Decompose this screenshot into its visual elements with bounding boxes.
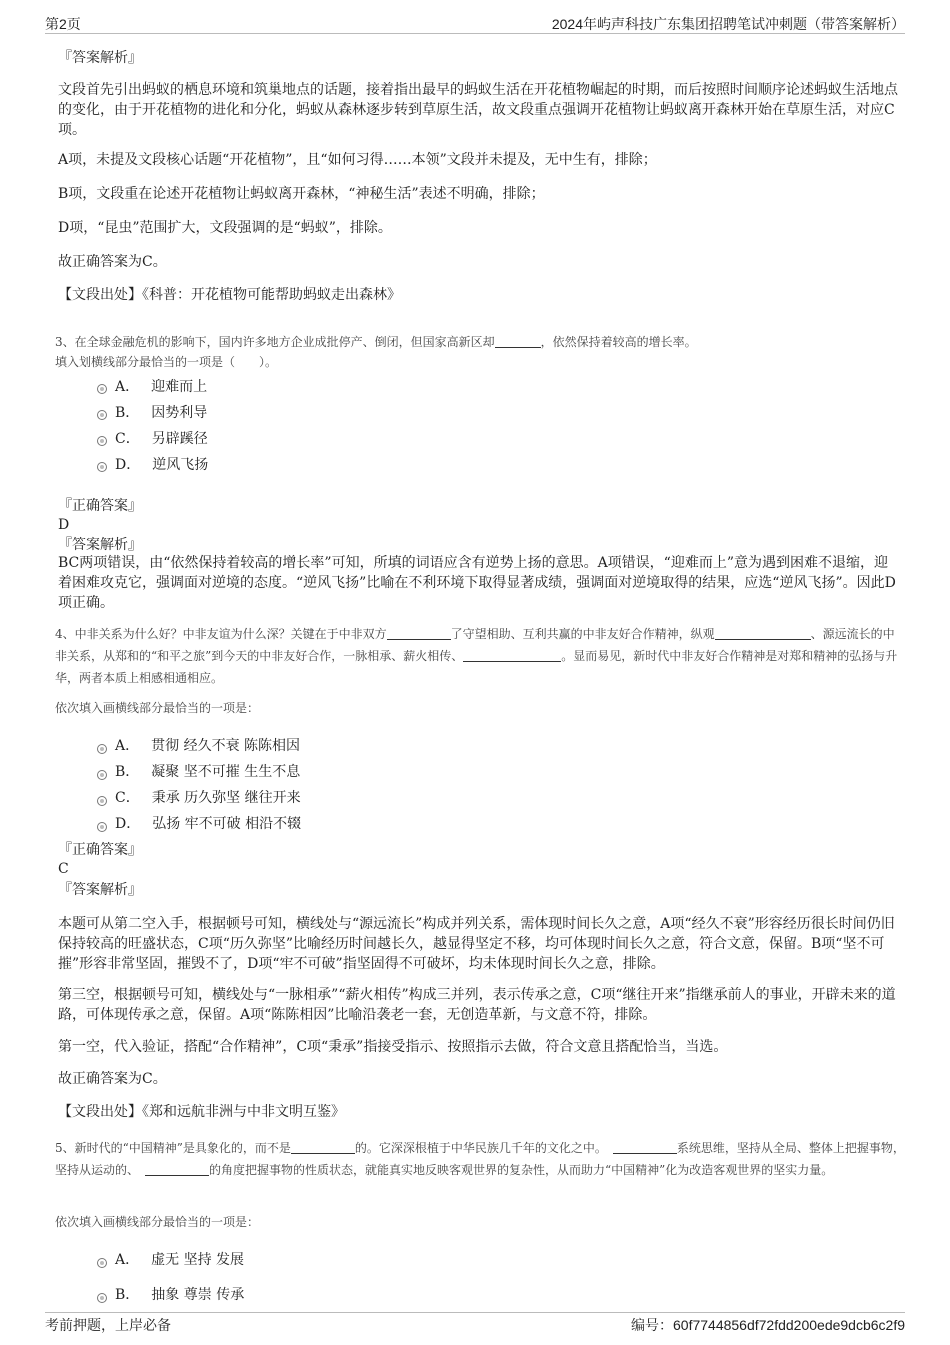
document-title: 2024年屿声科技广东集团招聘笔试冲刺题（带答案解析） [551,16,905,32]
q2-analysis-label: 『答案解析』 [58,50,142,66]
q4-option-c-letter: C． [115,790,140,806]
q3-option-b-radio[interactable] [97,410,107,420]
q4-stem [55,623,905,689]
q4-stem-part3: 、源远流长的中非关系，从郑和的“和平之旅”到今天的中非友好合作，一脉相承、薪火相传、 [55,627,895,663]
q2-analysis-para: 文段首先引出蚂蚁的栖息环境和筑巢地点的话题，接着指出最早的蚂蚁生活在开花植物崛起的时期，而后按照时间顺序论述蚂蚁生活地点的变化，由于开花植物的进化和分化，蚂蚁从森林逐步转到草原生活，故文段重点强调开花植物让蚂蚁离开森林开始在草原生活，对应C项。 [58,82,898,138]
q5-option-b-radio[interactable] [97,1293,107,1303]
q4-option-b-radio[interactable] [97,770,107,780]
q4-option-c[interactable] [115,787,301,807]
q3-analysis-label: 『答案解析』 [58,537,142,553]
q4-option-a-letter: A． [115,738,140,754]
q2-conclusion: 故正确答案为C。 [58,254,167,270]
q5-option-a-letter: A． [115,1252,140,1268]
q4-stem-part1: 4、中非关系为什么好？中非友谊为什么深？关键在于中非双方 [55,627,387,641]
q5-prompt: 依次填入画横线部分最恰当的一项是： [55,1215,260,1229]
q4-stem-part2: 了守望相助、互利共赢的中非友好合作精神，纵观 [450,627,715,641]
q5-option-a-radio[interactable] [97,1258,107,1268]
document-id: 编号：60f7744856df72fdd200ede9dcb6c2f9 [631,1317,905,1333]
q3-option-d-text: 逆风飞扬 [152,457,209,473]
q4-option-a[interactable] [115,735,300,755]
q3-prompt: 填入划横线部分最恰当的一项是（ ）。 [55,355,278,369]
footer-slogan: 考前押题，上岸必备 [45,1317,171,1333]
q4-conclusion: 故正确答案为C。 [58,1071,167,1087]
q3-option-c-letter: C． [115,431,140,447]
q4-analysis-para1: 本题可从第二空入手，根据顿号可知，横线处与“源远流长”构成并列关系，需体现时间长久之意，A项“经久不衰”形容经历很长时间仍旧保持较高的旺盛状态，C项“历久弥坚”比喻经历时间越长久，越显得坚定不移，均可体现时间长久之意，符合文意，保留。B项“坚不可摧”形容非常坚固，摧毁不了，D项“牢不可破”指坚固得不可破坏，均未体现时间长久之意，排除。 [58,916,895,972]
q2-option-d-analysis: D项，“昆虫”范围扩大，文段强调的是“蚂蚁”，排除。 [58,220,392,236]
q4-source: 【文段出处】《郑和远航非洲与中非文明互鉴》 [58,1104,345,1120]
q4-option-d-letter: D． [115,816,141,832]
q5-option-b[interactable] [115,1284,244,1304]
q4-option-b-text: 凝聚 坚不可摧 生生不息 [151,764,301,780]
q4-blank-3 [463,647,561,662]
q4-option-a-text: 贯彻 经久不衰 陈陈相因 [151,738,301,754]
q3-option-a-radio[interactable] [97,384,107,394]
q4-option-b-letter: B． [115,764,140,780]
q3-option-c[interactable] [115,428,208,448]
q5-stem-part2: 的。它深深根植于中华民族几千年的文化之中。 [354,1141,607,1155]
q5-stem-part3: 系统思维，坚持从全局、整体上把握事物，坚持从运动的、 [55,1141,905,1177]
q4-option-d-text: 弘扬 牢不可破 相沿不辍 [152,816,302,832]
q5-stem [55,1137,905,1181]
q3-stem-part2: ，依然保持着较高的增长率。 [540,335,697,349]
q3-option-d-radio[interactable] [97,462,107,472]
footer-rule [45,1312,905,1313]
q3-option-a-letter: A． [115,379,140,395]
q4-blank-2 [715,625,811,640]
page-number: 第2页 [45,16,81,32]
q4-analysis-para2: 第三空，根据顿号可知，横线处与“一脉相承”“薪火相传”构成三并列，表示传承之意，C项“继往开来”指继承前人的事业，开辟未来的道路，可体现传承之意，保留。A项“陈陈相因”比喻沿袭老一套，无创造革新，与文意不符，排除。 [58,987,896,1023]
q2-source: 【文段出处】《科普：开花植物可能帮助蚂蚁走出森林》 [58,287,401,303]
q4-option-c-text: 秉承 历久弥坚 继往开来 [151,790,301,806]
q3-option-b[interactable] [115,402,207,422]
q5-option-a[interactable] [115,1249,244,1269]
q3-option-d[interactable] [115,454,208,474]
q3-option-b-letter: B． [115,405,140,421]
q3-option-c-text: 另辟蹊径 [151,431,208,447]
q4-option-a-radio[interactable] [97,744,107,754]
q4-option-d-radio[interactable] [97,822,107,832]
q4-analysis-para3: 第一空，代入验证，搭配“合作精神”，C项“秉承”指接受指示、按照指示去做，符合文意且搭配恰当，当选。 [58,1039,728,1055]
q3-analysis: BC两项错误，由“依然保持着较高的增长率”可知，所填的词语应含有逆势上扬的意思。A项错误，“迎难而上”意为遇到困难不退缩，迎着困难攻克它，强调面对逆境的态度。“逆风飞扬”比喻在不利环境下取得显著成绩，强调面对逆境取得的结果，应选“逆风飞扬”。因此D项正确。 [58,555,896,611]
q2-option-a-analysis: A项，未提及文段核心话题“开花植物”，且“如何习得……本领”文段并未提及，无中生有，排除； [58,152,657,168]
q3-option-a-text: 迎难而上 [151,379,208,395]
q4-option-d[interactable] [115,813,301,833]
q2-option-b-analysis: B项，文段重在论述开花植物让蚂蚁离开森林，“神秘生活”表述不明确，排除； [58,186,545,202]
q3-blank [495,333,541,348]
q5-blank-3 [145,1161,209,1176]
q3-stem [55,331,905,353]
q3-option-b-text: 因势利导 [151,405,208,421]
q5-option-b-letter: B． [115,1287,140,1303]
q4-option-c-radio[interactable] [97,796,107,806]
q4-prompt: 依次填入画横线部分最恰当的一项是： [55,701,260,715]
q4-answer-label: 『正确答案』 [58,842,142,858]
q5-option-b-text: 抽象 尊崇 传承 [151,1287,245,1303]
q3-answer-label: 『正确答案』 [58,498,142,514]
q5-option-a-text: 虚无 坚持 发展 [151,1252,245,1268]
q4-stem-part4: 。显而易见，新时代中非友好合作精神是对郑和精神的弘扬与升华，两者本质上相感相通相应。 [55,649,898,685]
q4-analysis-label: 『答案解析』 [58,882,142,898]
q3-option-a[interactable] [115,376,207,396]
q5-blank-1 [291,1139,355,1154]
header-rule [45,33,905,34]
q3-answer: D [58,517,70,533]
q5-blank-2 [613,1139,677,1154]
q4-blank-1 [387,625,451,640]
q3-stem-part1: 3、在全球金融危机的影响下，国内许多地方企业成批停产、倒闭，但国家高新区却 [55,335,495,349]
q5-stem-part1: 5、新时代的“中国精神”是具象化的，而不是 [55,1141,291,1155]
q5-stem-part4: 的角度把握事物的性质状态，就能真实地反映客观世界的复杂性，从而助力“中国精神”化为改造客观世界的坚实力量。 [209,1163,834,1177]
q4-option-b[interactable] [115,761,300,781]
q4-answer: C [58,861,69,877]
q3-option-c-radio[interactable] [97,436,107,446]
q3-option-d-letter: D． [115,457,141,473]
